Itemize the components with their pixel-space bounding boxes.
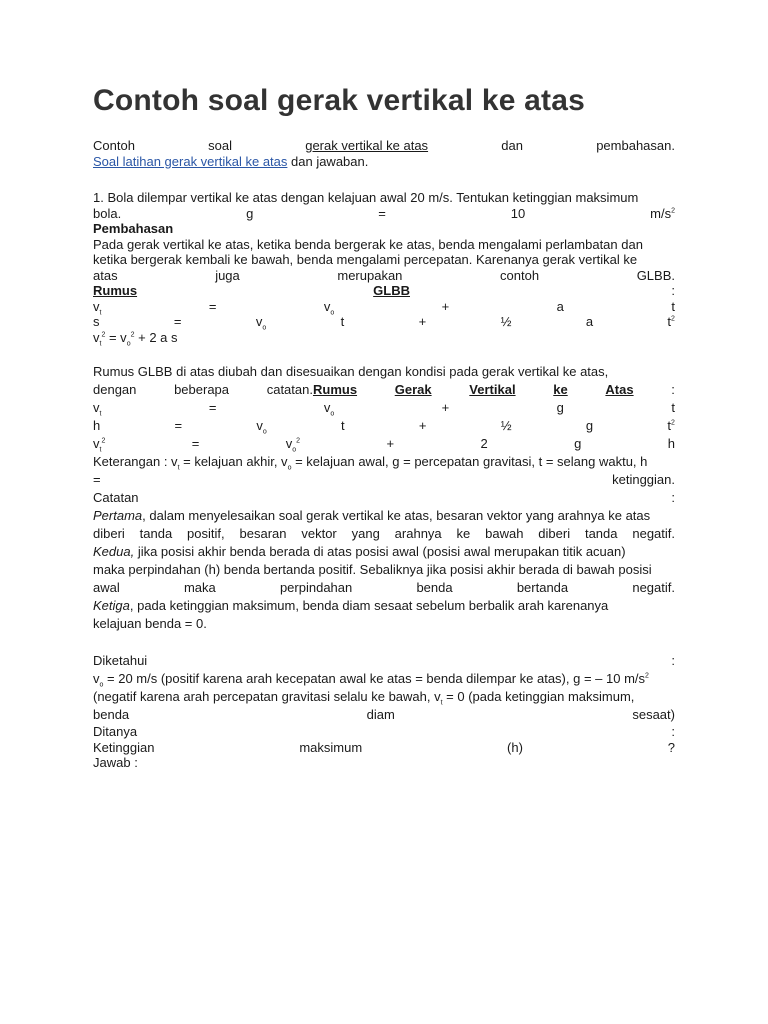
intro-line-1: Contoh soal gerak vertikal ke atas dan pembahasan. xyxy=(93,138,675,153)
glbb-formula-2: s = $v_o$ t + ½ a $t^2$ xyxy=(93,314,675,332)
diketahui-line-1: $v_o = 20$ m/s (positif karena arah kecepatan awal ke atas = benda dilempar ke atas), g = – 10 $m/s^2$ xyxy=(93,671,649,689)
keterangan-line-1: Keterangan : $v_t$ = kelajuan akhir, $v_o$ = kelajuan awal, g = percepatan gravitasi, t = selang waktu, h xyxy=(93,454,648,472)
question-1-line-1: 1. Bola dilempar vertikal ke atas dengan kelajuan awal 20 m/s. Tentukan ketinggian maksimum xyxy=(93,190,639,205)
catatan-pertama-1: Pertama, dalam menyelesaikan soal gerak vertikal ke atas, besaran vektor yang arahnya ke atas xyxy=(93,508,651,523)
catatan-pertama-2: diberi tanda positif, besaran vektor yang arahnya ke bawah diberi tanda negatif. xyxy=(93,526,675,541)
vertical-formula-3: $v_t^2$ = $v_o^2$ + 2 g h xyxy=(93,436,675,454)
link-soal-latihan[interactable]: Soal latihan gerak vertikal ke atas xyxy=(93,153,288,169)
glbb-formula-3: $v_t^2 = v_o^2 + 2$ a s xyxy=(93,329,178,348)
catatan-kedua-1: Kedua, jika posisi akhir benda berada di atas posisi awal (posisi awal merupakan titik acuan) xyxy=(93,544,626,559)
catatan-ketiga-2: kelajuan benda = 0. xyxy=(93,616,207,631)
question-1-line-2: bola. g = 10 $m/s^2$ xyxy=(93,205,675,221)
page-title: Contoh soal gerak vertikal ke atas xyxy=(93,84,586,117)
diketahui-heading: Diketahui : xyxy=(93,653,675,668)
link-gerak-vertikal[interactable]: gerak vertikal ke atas xyxy=(305,138,429,153)
rumus-glbb-heading: Rumus GLBB : xyxy=(93,283,675,298)
catatan-kedua-3: awal maka perpindahan benda bertanda negatif. xyxy=(93,580,675,595)
rumus2-line-1: Rumus GLBB di atas diubah dan disesuaikan dengan kondisi pada gerak vertikal ke atas, xyxy=(93,364,609,379)
diketahui-line-3: benda diam sesaat) xyxy=(93,707,675,722)
jawab-label: Jawab : xyxy=(93,755,138,770)
intro-line-2: Soal latihan gerak vertikal ke atas dan jawaban. xyxy=(93,153,369,169)
ditanya-line: Ketinggian maksimum (h) ? xyxy=(93,739,675,755)
ditanya-heading: Ditanya : xyxy=(93,724,675,739)
keterangan-line-2: = ketinggian. xyxy=(93,472,675,487)
pembahasan-line-1: Pada gerak vertikal ke atas, ketika benda bergerak ke atas, benda mengalami perlambatan dan xyxy=(93,236,643,252)
catatan-heading: Catatan : xyxy=(93,490,675,505)
pembahasan-heading: Pembahasan xyxy=(93,221,174,236)
pembahasan-line-3: atas juga merupakan contoh GLBB. xyxy=(93,267,675,283)
catatan-ketiga-1: Ketiga, pada ketinggian maksimum, benda diam sesaat sebelum berbalik arah karenanya xyxy=(93,598,609,613)
diketahui-line-2: (negatif karena arah percepatan gravitasi selalu ke bawah, $v_t = 0$ (pada ketinggian maksimum, xyxy=(93,689,635,707)
vertical-formula-1: $v_t$ = $v_o$ + g t xyxy=(93,400,675,418)
glbb-formula-1: $v_t$ = $v_o$ + a t xyxy=(93,298,675,317)
rumus2-line-2: dengan beberapa catatan.Rumus Gerak Vertikal ke Atas : xyxy=(93,382,675,397)
pembahasan-line-2: ketika bergerak kembali ke bawah, benda mengalami percepatan. Karenanya gerak vertikal ke xyxy=(93,252,638,267)
vertical-formula-2: h = $v_o$ t + ½ g $t^2$ xyxy=(93,418,675,436)
catatan-kedua-2: maka perpindahan (h) benda bertanda positif. Sebaliknya jika posisi akhir berada di bawah posisi xyxy=(93,562,652,577)
document-body xyxy=(93,138,675,771)
